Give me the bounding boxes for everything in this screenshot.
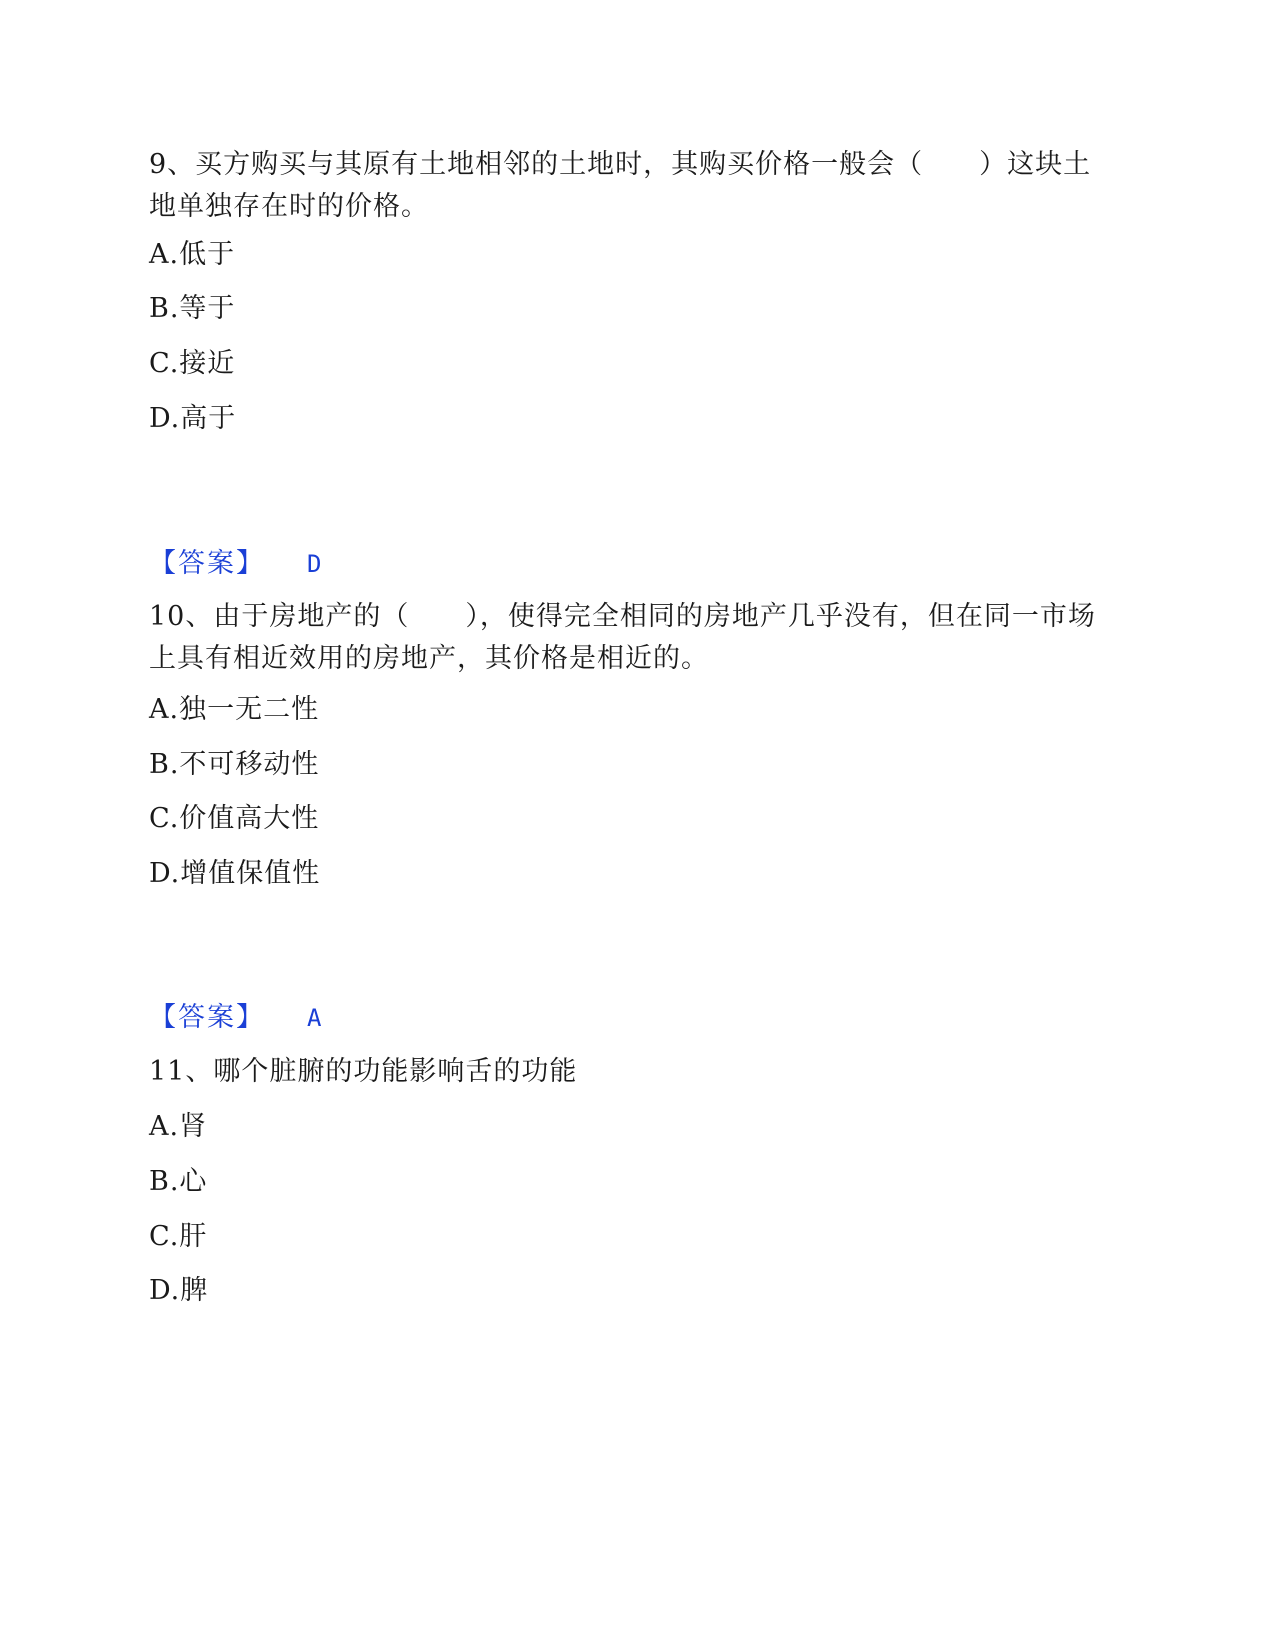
question-10-option-b: B.不可移动性 [149, 749, 320, 780]
question-9-answer [149, 547, 321, 581]
answer-label: 【答案】 [149, 1002, 265, 1033]
question-11-option-b: B.心 [149, 1166, 208, 1197]
answer-value: A [307, 1004, 322, 1032]
question-11-text: 11、哪个脏腑的功能影响舌的功能 [149, 1056, 578, 1087]
question-9-option-c: C.接近 [149, 348, 236, 379]
question-11-option-a: A.肾 [149, 1111, 208, 1142]
question-11-option-d: D.脾 [149, 1275, 209, 1306]
question-9-text: 9、买方购买与其原有土地相邻的土地时，其购买价格一般会（ ）这块土地单独存在时的价格。 [149, 149, 1092, 222]
question-10-option-a: A.独一无二性 [149, 694, 320, 725]
question-11-option-c: C.肝 [149, 1221, 208, 1252]
question-9-option-b: B.等于 [149, 293, 236, 324]
question-9-option-a: A.低于 [149, 239, 236, 270]
question-10-text: 10、由于房地产的（ ），使得完全相同的房地产几乎没有，但在同一市场上具有相近效用的房地产，其价格是相近的。 [149, 601, 1096, 674]
question-10-option-d: D.增值保值性 [149, 858, 321, 889]
question-9-option-d: D.高于 [149, 403, 237, 434]
answer-value: D [307, 550, 322, 578]
answer-label: 【答案】 [149, 548, 265, 579]
question-10-option-c: C.价值高大性 [149, 803, 320, 834]
question-10-answer [149, 1001, 321, 1035]
